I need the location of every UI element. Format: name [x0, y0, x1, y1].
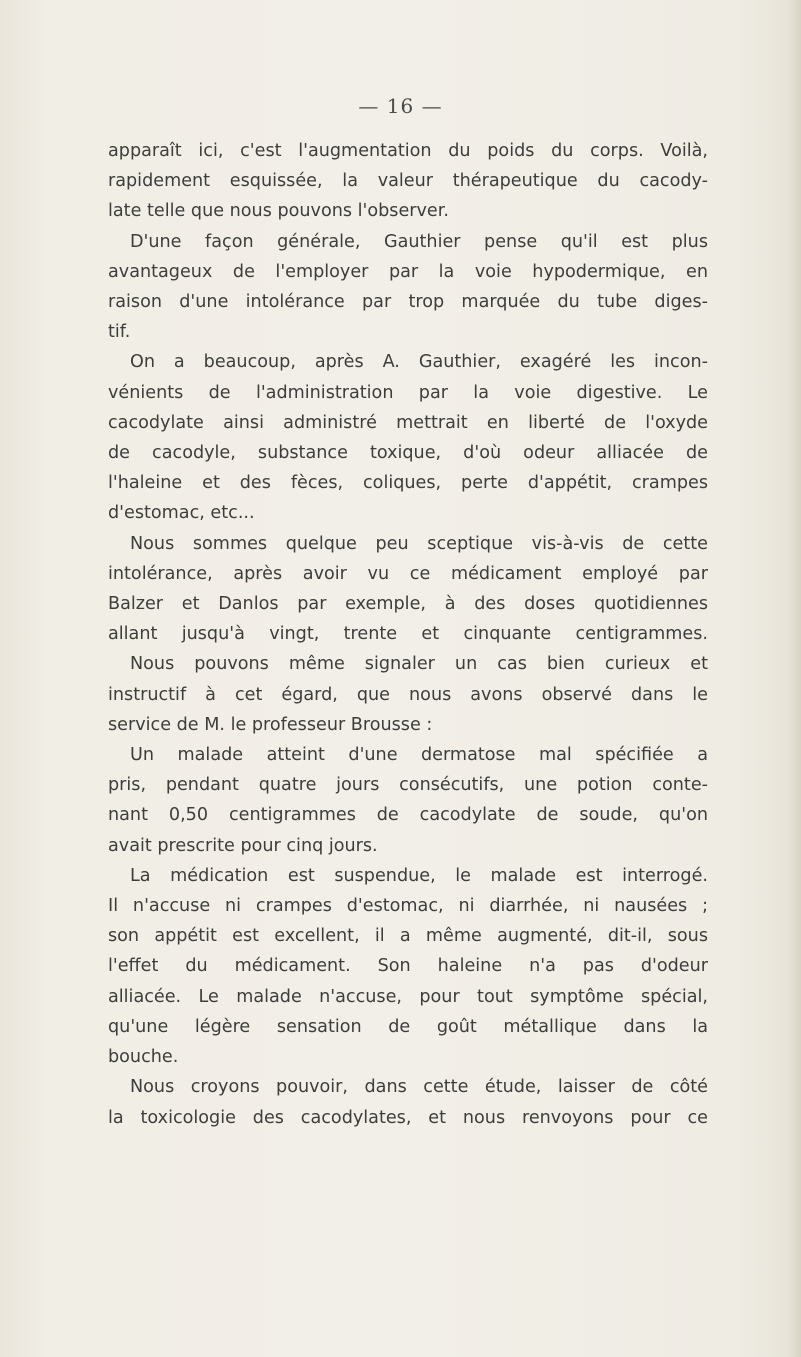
text-line: service de M. le professeur Brousse : — [108, 714, 433, 735]
text-line: cacodylate ainsi administré mettrait en liberté de l'oxyde — [108, 412, 708, 433]
text-line: Un malade atteint d'une dermatose mal spécifiée a — [130, 745, 708, 766]
text-line: Balzer et Danlos par exemple, à des doses quotidiennes — [108, 594, 708, 615]
text-line: instructif à cet égard, que nous avons observé dans le — [108, 684, 708, 705]
page-edge-shadow — [787, 0, 801, 1357]
text-line: raison d'une intolérance par trop marquée du tube diges- — [108, 292, 708, 313]
text-line: l'haleine et des fèces, coliques, perte d'appétit, crampes — [108, 473, 708, 494]
text-line: Nous pouvons même signaler un cas bien curieux et — [130, 654, 708, 675]
text-line: avantageux de l'employer par la voie hypodermique, en — [108, 261, 708, 282]
text-line: La médication est suspendue, le malade est interrogé. — [130, 865, 708, 886]
text-line: vénients de l'administration par la voie digestive. Le — [108, 382, 708, 403]
text-line: allant jusqu'à vingt, trente et cinquante centigrammes. — [108, 624, 708, 645]
text-line: Nous croyons pouvoir, dans cette étude, laisser de côté — [130, 1077, 708, 1098]
text-line: intolérance, après avoir vu ce médicament employé par — [108, 563, 708, 584]
text-line: pris, pendant quatre jours consécutifs, une potion conte- — [108, 775, 708, 796]
text-line: Nous sommes quelque peu sceptique vis-à-vis de cette — [130, 533, 708, 554]
text-line: alliacée. Le malade n'accuse, pour tout symptôme spécial, — [108, 986, 708, 1007]
body-text — [108, 136, 708, 1133]
text-line: l'effet du médicament. Son haleine n'a pas d'odeur — [108, 956, 708, 977]
text-line: d'estomac, etc... — [108, 503, 255, 524]
text-line: avait prescrite pour cinq jours. — [108, 835, 378, 856]
text-line: tif. — [108, 322, 131, 343]
text-line: rapidement esquissée, la valeur thérapeutique du cacody- — [108, 171, 708, 192]
text-line: bouche. — [108, 1047, 179, 1068]
text-line: qu'une légère sensation de goût métallique dans la — [108, 1016, 708, 1037]
text-line: de cacodyle, substance toxique, d'où odeur alliacée de — [108, 443, 708, 464]
text-line: D'une façon générale, Gauthier pense qu'il est plus — [130, 231, 708, 252]
text-line: late telle que nous pouvons l'observer. — [108, 201, 449, 222]
text-line: apparaît ici, c'est l'augmentation du poids du corps. Voilà, — [108, 141, 708, 161]
text-line: nant 0,50 centigrammes de cacodylate de soude, qu'on — [108, 805, 708, 826]
text-line: la toxicologie des cacodylates, et nous renvoyons pour ce — [108, 1107, 708, 1128]
text-line: On a beaucoup, après A. Gauthier, exagéré les incon- — [130, 352, 708, 373]
text-line: Il n'accuse ni crampes d'estomac, ni diarrhée, ni nausées ; — [108, 896, 708, 917]
page-number: — 16 — — [358, 94, 443, 118]
text-line: son appétit est excellent, il a même augmenté, dit-il, sous — [108, 926, 708, 947]
